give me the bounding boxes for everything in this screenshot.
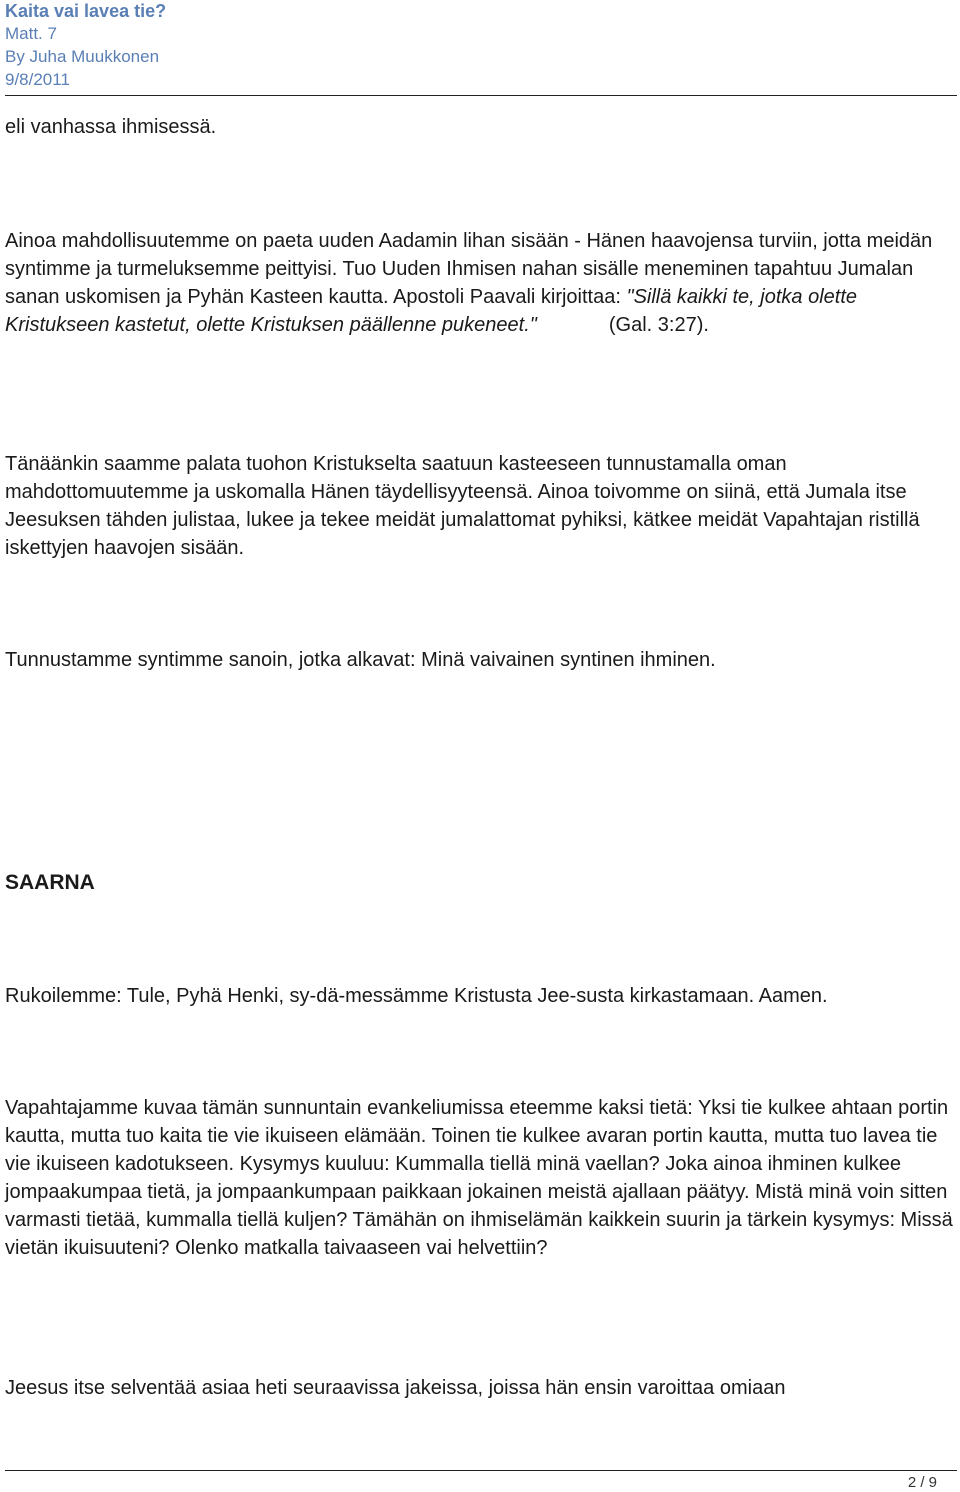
bible-reference: Matt. 7 xyxy=(5,24,57,43)
paragraph-1: eli vanhassa ihmisessä. xyxy=(5,116,217,138)
document-header xyxy=(5,0,957,91)
paragraph-4: Tunnustamme syntimme sanoin, jotka alkavat: Minä vaivainen syntinen ihminen. xyxy=(5,649,716,671)
paragraph-2-text: Ainoa mahdollisuutemme on paeta uuden Aadamin lihan sisään - Hänen haavojensa turviin, jotta meidän syntimme ja turmeluksemme peittyisi. Tuo Uuden Ihmisen nahan sisälle meneminen tapahtuu Jumalan sanan uskomisen ja Pyhän Kasteen kautta. Apostoli Paavali kirjoittaa: xyxy=(5,230,933,308)
scripture-quote: "Sillä kaikki te, jotka olette Kristukseen kastetut, olette Kristuksen päällenne pukeneet." xyxy=(5,286,858,336)
date-line: 9/8/2011 xyxy=(5,70,70,89)
author-line: By Juha Muukkonen xyxy=(5,47,160,66)
paragraph-5: Rukoilemme: Tule, Pyhä Henki, sy-dä-messämme Kristusta Jee-susta kirkastamaan. Aamen. xyxy=(5,985,828,1007)
header-divider xyxy=(5,95,957,96)
paragraph-2 xyxy=(5,227,955,339)
scripture-reference: (Gal. 3:27). xyxy=(608,314,709,336)
paragraph-6: Vapahtajamme kuvaa tämän sunnuntain evankeliumissa eteemme kaksi tietä: Yksi tie kulkee ahtaan portin kautta, mutta tuo kaita tie vie ikuiseen elämään. Toinen tie kulkee avaran portin kautta, mutta tuo lavea tie vie ikuiseen kadotukseen. Kysymys kuuluu: Kummalla tiellä minä vaellan? Joka ainoa ihminen kulkee jompaakumpaa tietä, ja jompaankumpaan paikkaan jokainen meistä ajallaan päätyy. Mistä minä voin sitten varmasti tietää, kummalla tiellä kuljen? Tämähän on ihmiselämän kaikkein suurin ja tärkein kysymys: Missä vietän ikuisuuteni? Olenko matkalla taivaaseen vai helvettiin? xyxy=(5,1097,953,1259)
footer-divider xyxy=(5,1470,957,1471)
document-title: Kaita vai lavea tie? xyxy=(5,1,167,21)
page-number: 2 / 9 xyxy=(907,1474,937,1491)
paragraph-3: Tänäänkin saamme palata tuohon Kristukselta saatuun kasteeseen tunnustamalla oman mahdottomuutemme ja uskomalla Hänen täydellisyyteensä. Ainoa toivomme on siinä, että Jumala itse Jeesuksen tähden julistaa, lukee ja tekee meidät jumalattomat pyhiksi, kätkee meidät Vapahtajan ristillä iskettyjen haavojen sisään. xyxy=(5,453,920,559)
section-heading: SAARNA xyxy=(5,871,95,894)
paragraph-7: Jeesus itse selventää asiaa heti seuraavissa jakeissa, joissa hän ensin varoittaa omiaan xyxy=(5,1377,786,1399)
